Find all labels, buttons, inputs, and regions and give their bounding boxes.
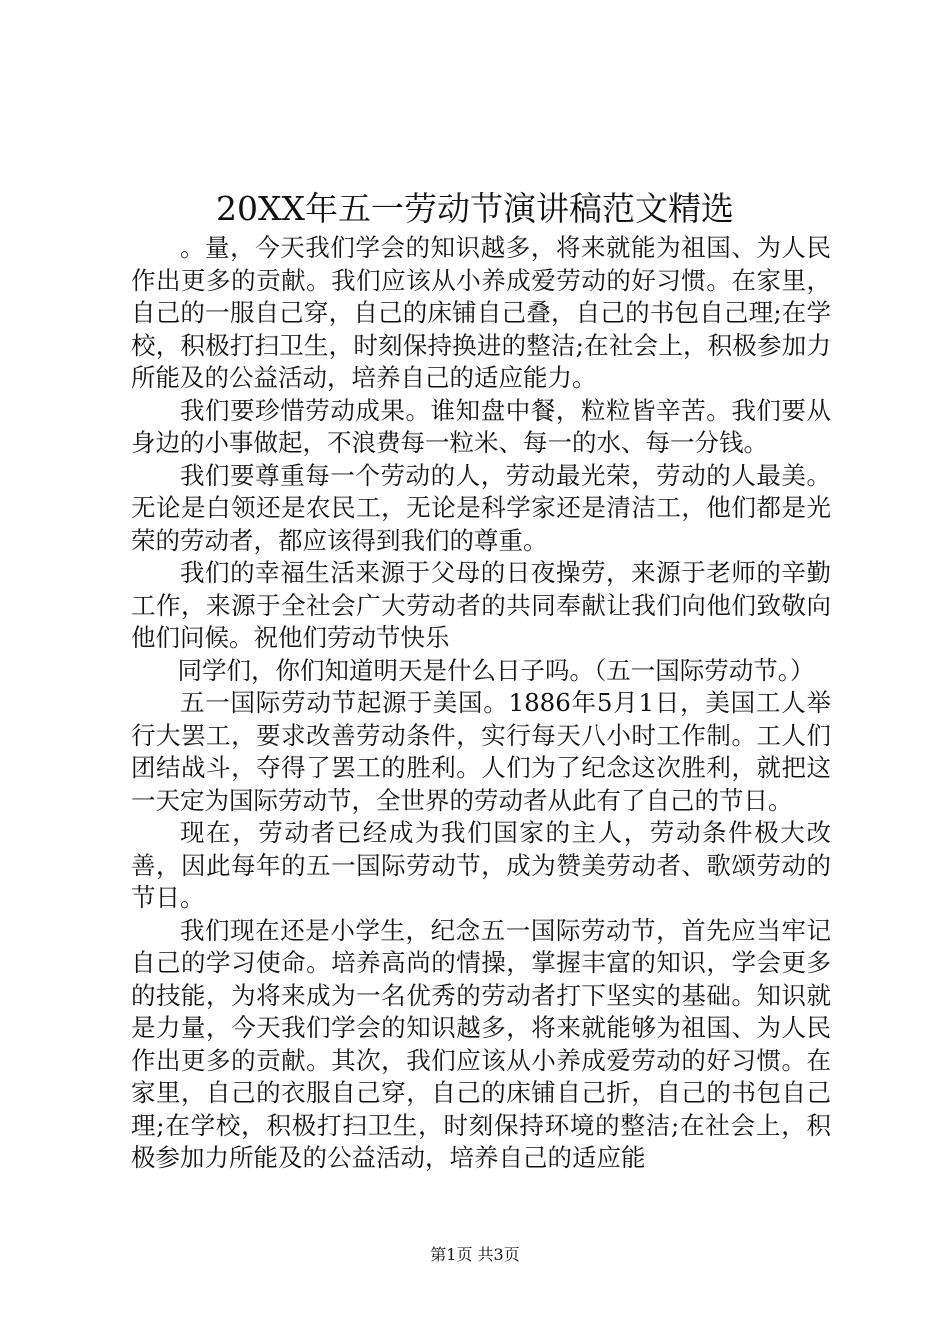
paragraph-3: 我们要尊重每一个劳动的人，劳动最光荣，劳动的人最美。无论是白领还是农民工，无论是科学家还是清洁工，他们都是光荣的劳动者，都应该得到我们的尊重。: [131, 460, 831, 555]
paragraph-1: 。量，今天我们学会的知识越多，将来就能为祖国、为人民作出更多的贡献。我们应该从小养成爱劳动的好习惯。在家里，自己的一服自己穿，自己的床铺自己叠，自己的书包自己理;在学校，积极打扫卫生，时刻保持换进的整洁;在社会上，积极参加力所能及的公益活动，培养自己的适应能力。: [131, 233, 831, 392]
paragraph-2: 我们要珍惜劳动成果。谁知盘中餐，粒粒皆辛苦。我们要从身边的小事做起，不浪费每一粒米、每一的水、每一分钱。: [131, 395, 831, 457]
page-footer: 第1页 共3页: [430, 1245, 520, 1264]
paragraph-6: 五一国际劳动节起源于美国。1886年5月1日，美国工人举行大罢工，要求改善劳动条件，实行每天八小时工作制。工人们团结战斗，夺得了罢工的胜利。人们为了纪念这次胜利，就把这一天定为国际劳动节，全世界的劳动者从此有了自己的节日。: [131, 688, 831, 815]
document-title: 20XX年五一劳动节演讲稿范文精选: [216, 189, 734, 228]
paragraph-7: 现在，劳动者已经成为我们国家的主人，劳动条件极大改善，因此每年的五一国际劳动节，成为赞美劳动者、歌颂劳动的节日。: [131, 818, 831, 912]
paragraph-4: 我们的幸福生活来源于父母的日夜操劳，来源于老师的辛勤工作，来源于全社会广大劳动者的共同奉献让我们向他们致敬向他们问候。祝他们劳动节快乐: [131, 558, 831, 652]
document-body: [131, 232, 831, 1175]
paragraph-8: 我们现在还是小学生，纪念五一国际劳动节，首先应当牢记自己的学习使命。培养高尚的情操，掌握丰富的知识，学会更多的技能，为将来成为一名优秀的劳动者打下坚实的基础。知识就是力量，今天我们学会的知识越多，将来就能够为祖国、为人民作出更多的贡献。其次，我们应该从小养成爱劳动的好习惯。在家里，自己的衣服自己穿，自己的床铺自己折，自己的书包自己理;在学校，积极打扫卫生，时刻保持环境的整洁;在社会上，积极参加力所能及的公益活动，培养自己的适应能: [131, 915, 831, 1172]
paragraph-5: 同学们，你们知道明天是什么日子吗。（五一国际劳动节。）: [177, 655, 815, 685]
